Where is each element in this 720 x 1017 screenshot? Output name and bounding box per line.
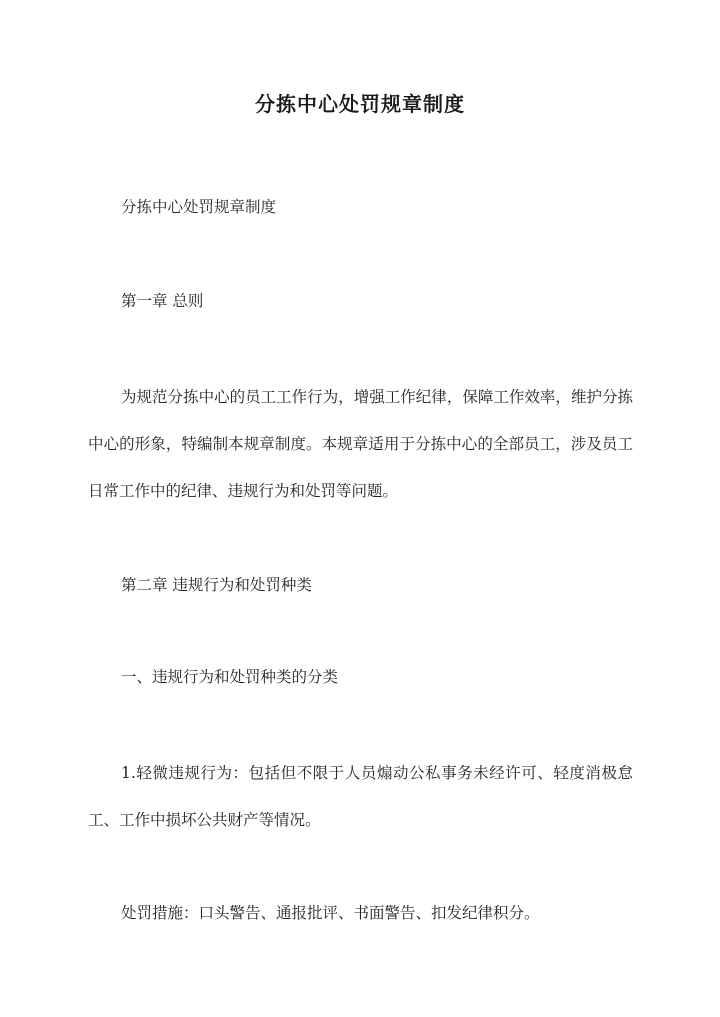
section-heading-classification: 一、违规行为和处罚种类的分类 [121,668,339,686]
chapter-heading-violations: 第二章 违规行为和处罚种类 [121,576,312,594]
paragraph-penalty-measures: 处罚措施：口头警告、通报批评、书面警告、扣发纪律积分。 [121,904,540,922]
paragraph-minor-violations: 1.轻微违规行为：包括但不限于人员煽动公私事务未经许可、轻度消极怠工、工作中损坏公共财产等情况。 [88,764,633,829]
chapter-heading-general: 第一章 总则 [121,292,204,310]
document-title: 分拣中心处罚规章制度 [255,92,465,116]
paragraph-subtitle: 分拣中心处罚规章制度 [121,198,277,216]
paragraph-introduction: 为规范分拣中心的员工工作行为，增强工作纪律，保障工作效率，维护分拣中心的形象，特编制本规章制度。本规章适用于分拣中心的全部员工，涉及员工日常工作中的纪律、违规行为和处罚等问题。 [88,388,633,500]
